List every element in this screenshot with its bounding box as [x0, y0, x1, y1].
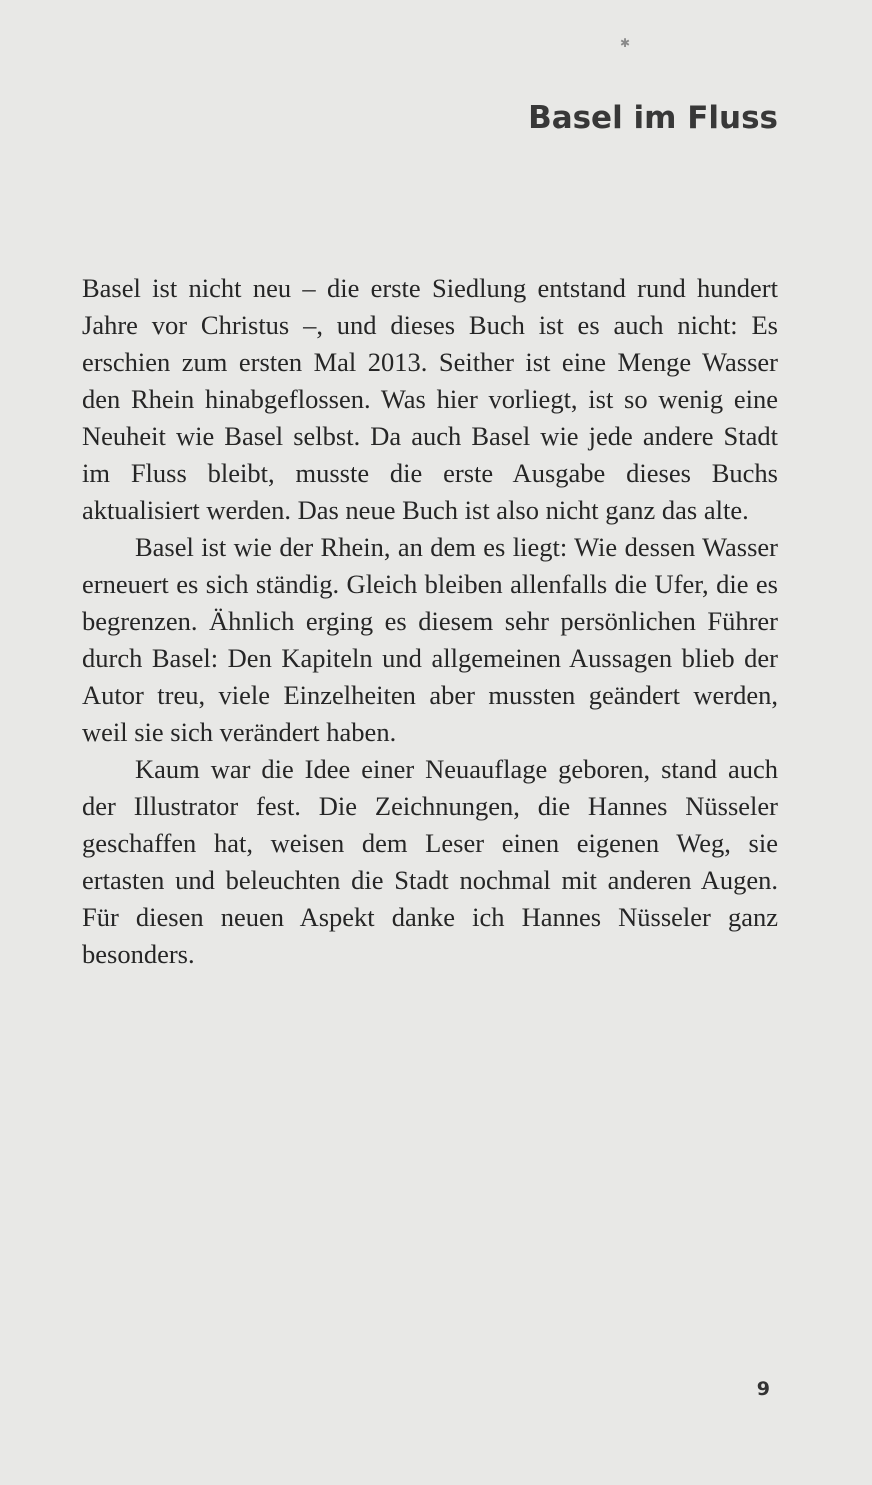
- page-number: 9: [756, 1378, 770, 1400]
- body-text: [82, 270, 778, 973]
- paragraph-1: Basel ist nicht neu – die erste Siedlung entstand rund hundert Jahre vor Christus –, und dieses Buch ist es auch nicht: Es erschien zum ersten Mal 2013. Seither ist eine Menge Wasser den Rhein hinabgeflossen. Was hier vorliegt, ist so wenig eine Neuheit wie Basel selbst. Da auch Basel wie jede andere Stadt im Fluss bleibt, musste die erste Ausgabe dieses Buchs aktualisiert werden. Das neue Buch ist also nicht ganz das alte.: [82, 273, 778, 525]
- paper-speck-icon: ✱: [620, 36, 631, 50]
- chapter-title: Basel im Fluss: [528, 100, 778, 136]
- paragraph-3: Kaum war die Idee einer Neuauflage geboren, stand auch der Illustrator fest. Die Zeichnungen, die Hannes Nüsseler geschaffen hat, weisen dem Leser einen eigenen Weg, sie ertasten und beleuchten die Stadt nochmal mit anderen Augen. Für diesen neuen Aspekt danke ich Hannes Nüsseler ganz besonders.: [82, 754, 778, 969]
- paragraph-2: Basel ist wie der Rhein, an dem es liegt: Wie dessen Wasser erneuert es sich ständig. Gleich bleiben allenfalls die Ufer, die es begrenzen. Ähnlich erging es diesem sehr persönlichen Führer durch Basel: Den Kapiteln und allgemeinen Aussagen blieb der Autor treu, viele Einzelheiten aber mussten geändert werden, weil sie sich verändert haben.: [82, 532, 778, 747]
